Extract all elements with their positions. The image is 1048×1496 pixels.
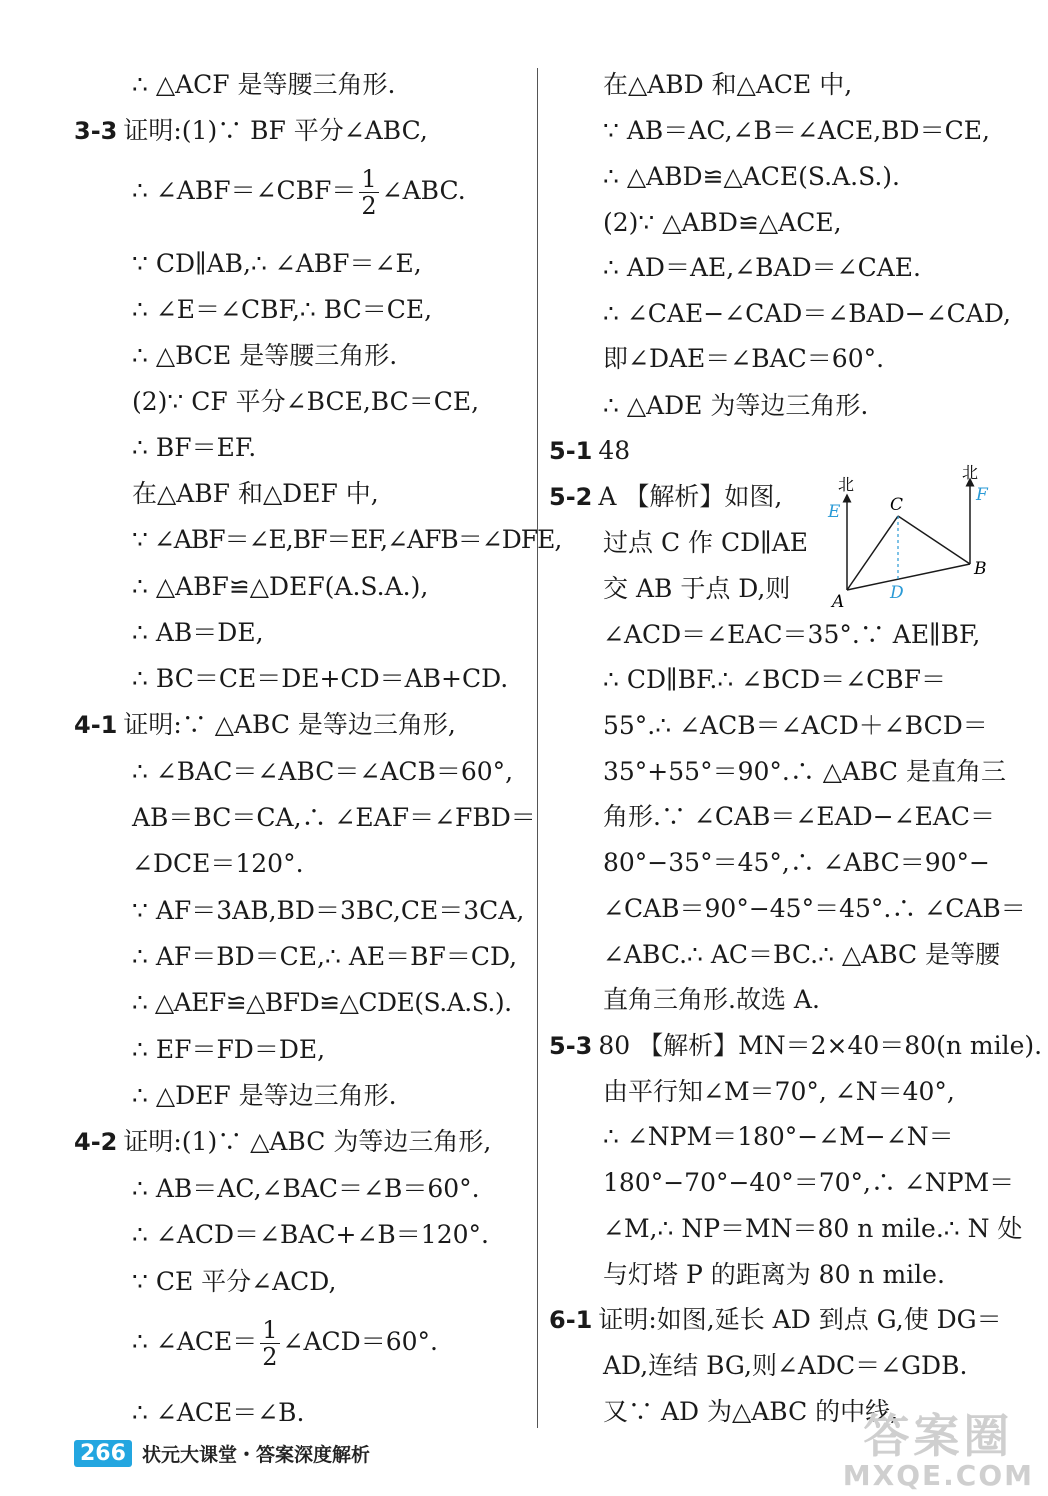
watermark	[842, 1409, 1034, 1492]
column-divider	[537, 68, 538, 1428]
text-line: 55°.∴ ∠ACB＝∠ACD＋∠BCD＝	[603, 711, 988, 740]
text-line: ∠M,∴ NP＝MN＝80 n mile.∴ N 处	[603, 1214, 1023, 1243]
page-footer	[74, 1440, 370, 1472]
text-line: ∴ ∠ACD＝∠BAC+∠B＝120°.	[132, 1220, 489, 1249]
point-label-d: D	[890, 583, 904, 603]
text-line: 80 【解析】MN＝2×40＝80(n mile).	[598, 1031, 1043, 1060]
text-line: ∠DCE＝120°.	[132, 849, 304, 878]
text-line: 180°−70°−40°＝70°,∴ ∠NPM＝	[603, 1168, 1015, 1197]
text-line: 即∠DAE＝∠BAC＝60°.	[603, 344, 885, 373]
problem-3-3	[74, 116, 428, 146]
text-line: 证明:(1)∵ BF 平分∠ABC,	[123, 116, 428, 145]
text-line: ∴ △BCE 是等腰三角形.	[132, 341, 398, 370]
text-line: ∵ AB＝AC,∠B＝∠ACE,BD＝CE,	[603, 116, 990, 145]
north-label-left: 北	[838, 475, 855, 494]
text-line: ∴ △ADE 为等边三角形.	[603, 391, 869, 420]
text-line: ∵ CD∥AB,∴ ∠ABF＝∠E,	[132, 249, 422, 278]
text-line: ∴ △AEF≌△BFD≌△CDE(S.A.S.).	[132, 988, 512, 1017]
answer: 48	[598, 436, 631, 465]
text-line: ∴ ∠CAE−∠CAD＝∠BAD−∠CAD,	[603, 299, 1011, 328]
fraction-line	[132, 1317, 438, 1370]
segment-cb	[898, 516, 970, 564]
text-line: ∴ BF＝EF.	[132, 433, 257, 462]
text-segment: ∠ABC.	[381, 176, 466, 205]
point-label-e: E	[828, 502, 841, 522]
text-line: 35°+55°＝90°.∴ △ABC 是直角三	[603, 757, 1006, 786]
text-line: AB＝BC＝CA,∴ ∠EAF＝∠FBD＝	[132, 803, 536, 832]
point-label-a: A	[832, 592, 845, 612]
problem-label: 6-1	[549, 1306, 593, 1334]
text-line: ∴ △ACF 是等腰三角形.	[132, 70, 396, 99]
fraction-line	[132, 166, 466, 219]
text-line: ∴ ∠NPM＝180°−∠M−∠N＝	[603, 1122, 954, 1151]
text-line: ∠ACD＝∠EAC＝35°.∵ AE∥BF,	[603, 620, 981, 649]
text-line: ∴ BC＝CE＝DE+CD＝AB+CD.	[132, 664, 509, 693]
denominator: 2	[361, 192, 377, 220]
segment-ab	[847, 564, 970, 590]
fraction	[260, 1317, 279, 1370]
publication-name: 状元大课堂・答案深度解析	[141, 1444, 370, 1466]
point-label-c: C	[890, 495, 904, 515]
text-line: ∴ AF＝BD＝CE,∴ AE＝BF＝CD,	[132, 942, 518, 971]
text-line: ∵ ∠ABF＝∠E,BF＝EF,∠AFB＝∠DFE,	[132, 525, 562, 554]
text-line: ∴ ∠ACE＝∠B.	[132, 1398, 305, 1427]
text-line: ∠ABC.∴ AC＝BC.∴ △ABC 是等腰	[603, 940, 1001, 969]
text-segment: ∴ ∠ABF＝∠CBF＝	[132, 176, 357, 205]
problem-label: 5-1	[549, 437, 593, 465]
watermark-text: 答案圈	[863, 1409, 1014, 1464]
problem-4-2	[74, 1127, 491, 1157]
segment-ac	[847, 516, 898, 590]
text-line: 在△ABF 和△DEF 中,	[132, 479, 379, 508]
problem-label: 5-3	[549, 1032, 593, 1060]
text-line: 在△ABD 和△ACE 中,	[603, 70, 853, 99]
problem-label: 5-2	[549, 483, 593, 511]
problem-5-3	[549, 1031, 1042, 1061]
page-number: 266	[74, 1440, 132, 1467]
point-label-b: B	[974, 559, 987, 579]
numerator: 1	[262, 1316, 278, 1344]
text-line: 与灯塔 P 的距离为 80 n mile.	[603, 1260, 945, 1289]
text-line: (2)∵ △ABD≌△ACE,	[603, 208, 842, 237]
problem-label: 3-3	[74, 117, 118, 145]
text-line: 又∵ AD 为△ABC 的中线,	[603, 1397, 899, 1426]
text-line: ∵ CE 平分∠ACD,	[132, 1267, 337, 1296]
text-line: ∴ ∠BAC＝∠ABC＝∠ACB＝60°,	[132, 757, 514, 786]
point-label-f: F	[976, 485, 988, 505]
text-segment: ∴ ∠ACE＝	[132, 1327, 258, 1356]
text-line: ∠CAB＝90°−45°＝45°.∴ ∠CAB＝	[603, 894, 1026, 923]
text-line: (2)∵ CF 平分∠BCE,BC＝CE,	[132, 387, 480, 416]
watermark-url: MXQE.COM	[842, 1458, 1034, 1492]
text-line: A 【解析】如图,	[598, 482, 783, 511]
text-line: ∴ AB＝AC,∠BAC＝∠B＝60°.	[132, 1174, 480, 1203]
text-line: 直角三角形.故选 A.	[603, 985, 820, 1014]
text-line: ∴ CD∥BF.∴ ∠BCD＝∠CBF＝	[603, 665, 946, 694]
numerator: 1	[361, 165, 377, 193]
text-line: ∴ AB＝DE,	[132, 618, 264, 647]
text-segment: ∠ACD＝60°.	[282, 1327, 438, 1356]
text-line: ∴ △ABF≌△DEF(A.S.A.),	[132, 572, 429, 601]
problem-label: 4-2	[74, 1128, 118, 1156]
text-line: 证明:(1)∵ △ABC 为等边三角形,	[123, 1127, 492, 1156]
text-line: 交 AB 于点 D,则	[603, 574, 791, 603]
text-line: ∴ △DEF 是等边三角形.	[132, 1081, 397, 1110]
problem-5-1	[549, 436, 630, 466]
text-line: 80°−35°＝45°,∴ ∠ABC＝90°−	[603, 848, 990, 877]
text-line: ∴ △ABD≌△ACE(S.A.S.).	[603, 162, 900, 191]
north-label-right: 北	[962, 463, 979, 482]
problem-6-1	[549, 1305, 1002, 1335]
text-line: 过点 C 作 CD∥AE	[603, 528, 808, 557]
text-line: 证明:∵ △ABC 是等边三角形,	[123, 710, 456, 739]
geometry-figure	[822, 462, 992, 612]
text-line: ∴ AD＝AE,∠BAD＝∠CAE.	[603, 253, 921, 282]
fraction	[359, 166, 378, 219]
text-line: 角形.∵ ∠CAB＝∠EAD−∠EAC＝	[603, 802, 996, 831]
problem-4-1	[74, 710, 456, 740]
problem-label: 4-1	[74, 711, 118, 739]
text-line: ∵ AF＝3AB,BD＝3BC,CE＝3CA,	[132, 896, 525, 925]
text-line: 证明:如图,延长 AD 到点 G,使 DG＝	[598, 1305, 1002, 1334]
problem-5-2	[549, 482, 782, 512]
text-line: ∴ ∠E＝∠CBF,∴ BC＝CE,	[132, 295, 433, 324]
text-line: 由平行知∠M＝70°, ∠N＝40°,	[603, 1077, 955, 1106]
text-line: ∴ EF＝FD＝DE,	[132, 1035, 326, 1064]
denominator: 2	[262, 1343, 278, 1371]
text-line: AD,连结 BG,则∠ADC＝∠GDB.	[603, 1351, 968, 1380]
